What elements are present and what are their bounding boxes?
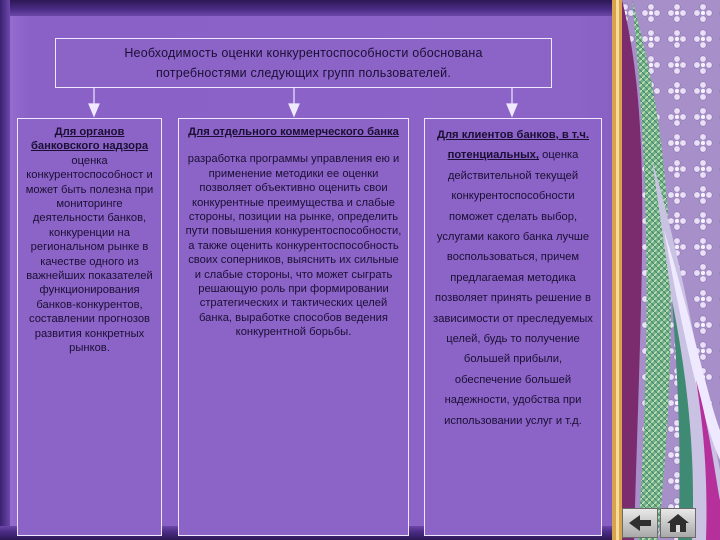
- column-heading: Для отдельного коммерческого банка: [188, 126, 399, 138]
- title-box: [55, 38, 552, 88]
- title-text: [124, 43, 482, 83]
- column-body: оценка конкурентоспособност и может быть полезна при мониторинге деятельности банков, конкуренции на региональном рынке в качестве одного из важнейших показателей функционирования банков-конкурентов, составлении прогнозов развития конкретных рынков.: [25, 154, 154, 355]
- column-commercial-bank: [178, 118, 409, 536]
- back-button[interactable]: [622, 508, 658, 538]
- column-heading: Для клиентов банков, в т.ч. потенциальных,: [436, 129, 590, 162]
- home-button[interactable]: [660, 508, 696, 538]
- back-arrow-icon: [627, 512, 653, 534]
- column-body: оценка действительной текущей конкурентоспособности поможет сделать выбор, услугами какого банка лучше воспользоваться, причем предлагаемая методика позволяет принять решение в зависимости от преследуемых целей, будь то получение большей прибыли, обеспечение большей надежности, удобства при использовании услуг и т.д.: [433, 149, 593, 427]
- column-banking-supervision: [17, 118, 162, 536]
- top-frame-band: [0, 0, 612, 16]
- home-icon: [665, 512, 691, 534]
- left-frame-band: [0, 0, 10, 540]
- title-line-1: Необходимость оценки конкурентоспособности обоснована: [124, 46, 483, 60]
- column-heading: Для органов банковского надзора: [30, 126, 149, 153]
- decorative-side-panel: [612, 0, 720, 540]
- column-bank-clients: [424, 118, 602, 536]
- column-body: разработка программы управления ею и применение методики ее оценки позволяет объективно оценить свои конкурентные преимущества и слабые стороны, позиции на рынке, определить пути повышения конкурентоспособности, а также оценить конкурентоспособность своих соперников, выяснить их сильные и слабые стороны, что может сыграть решающую роль при формировании стратегических и тактических целей банка, выработке способов ведения конкурентной борьбы.: [185, 153, 402, 339]
- title-line-2: потребностями следующих групп пользователей.: [155, 66, 452, 80]
